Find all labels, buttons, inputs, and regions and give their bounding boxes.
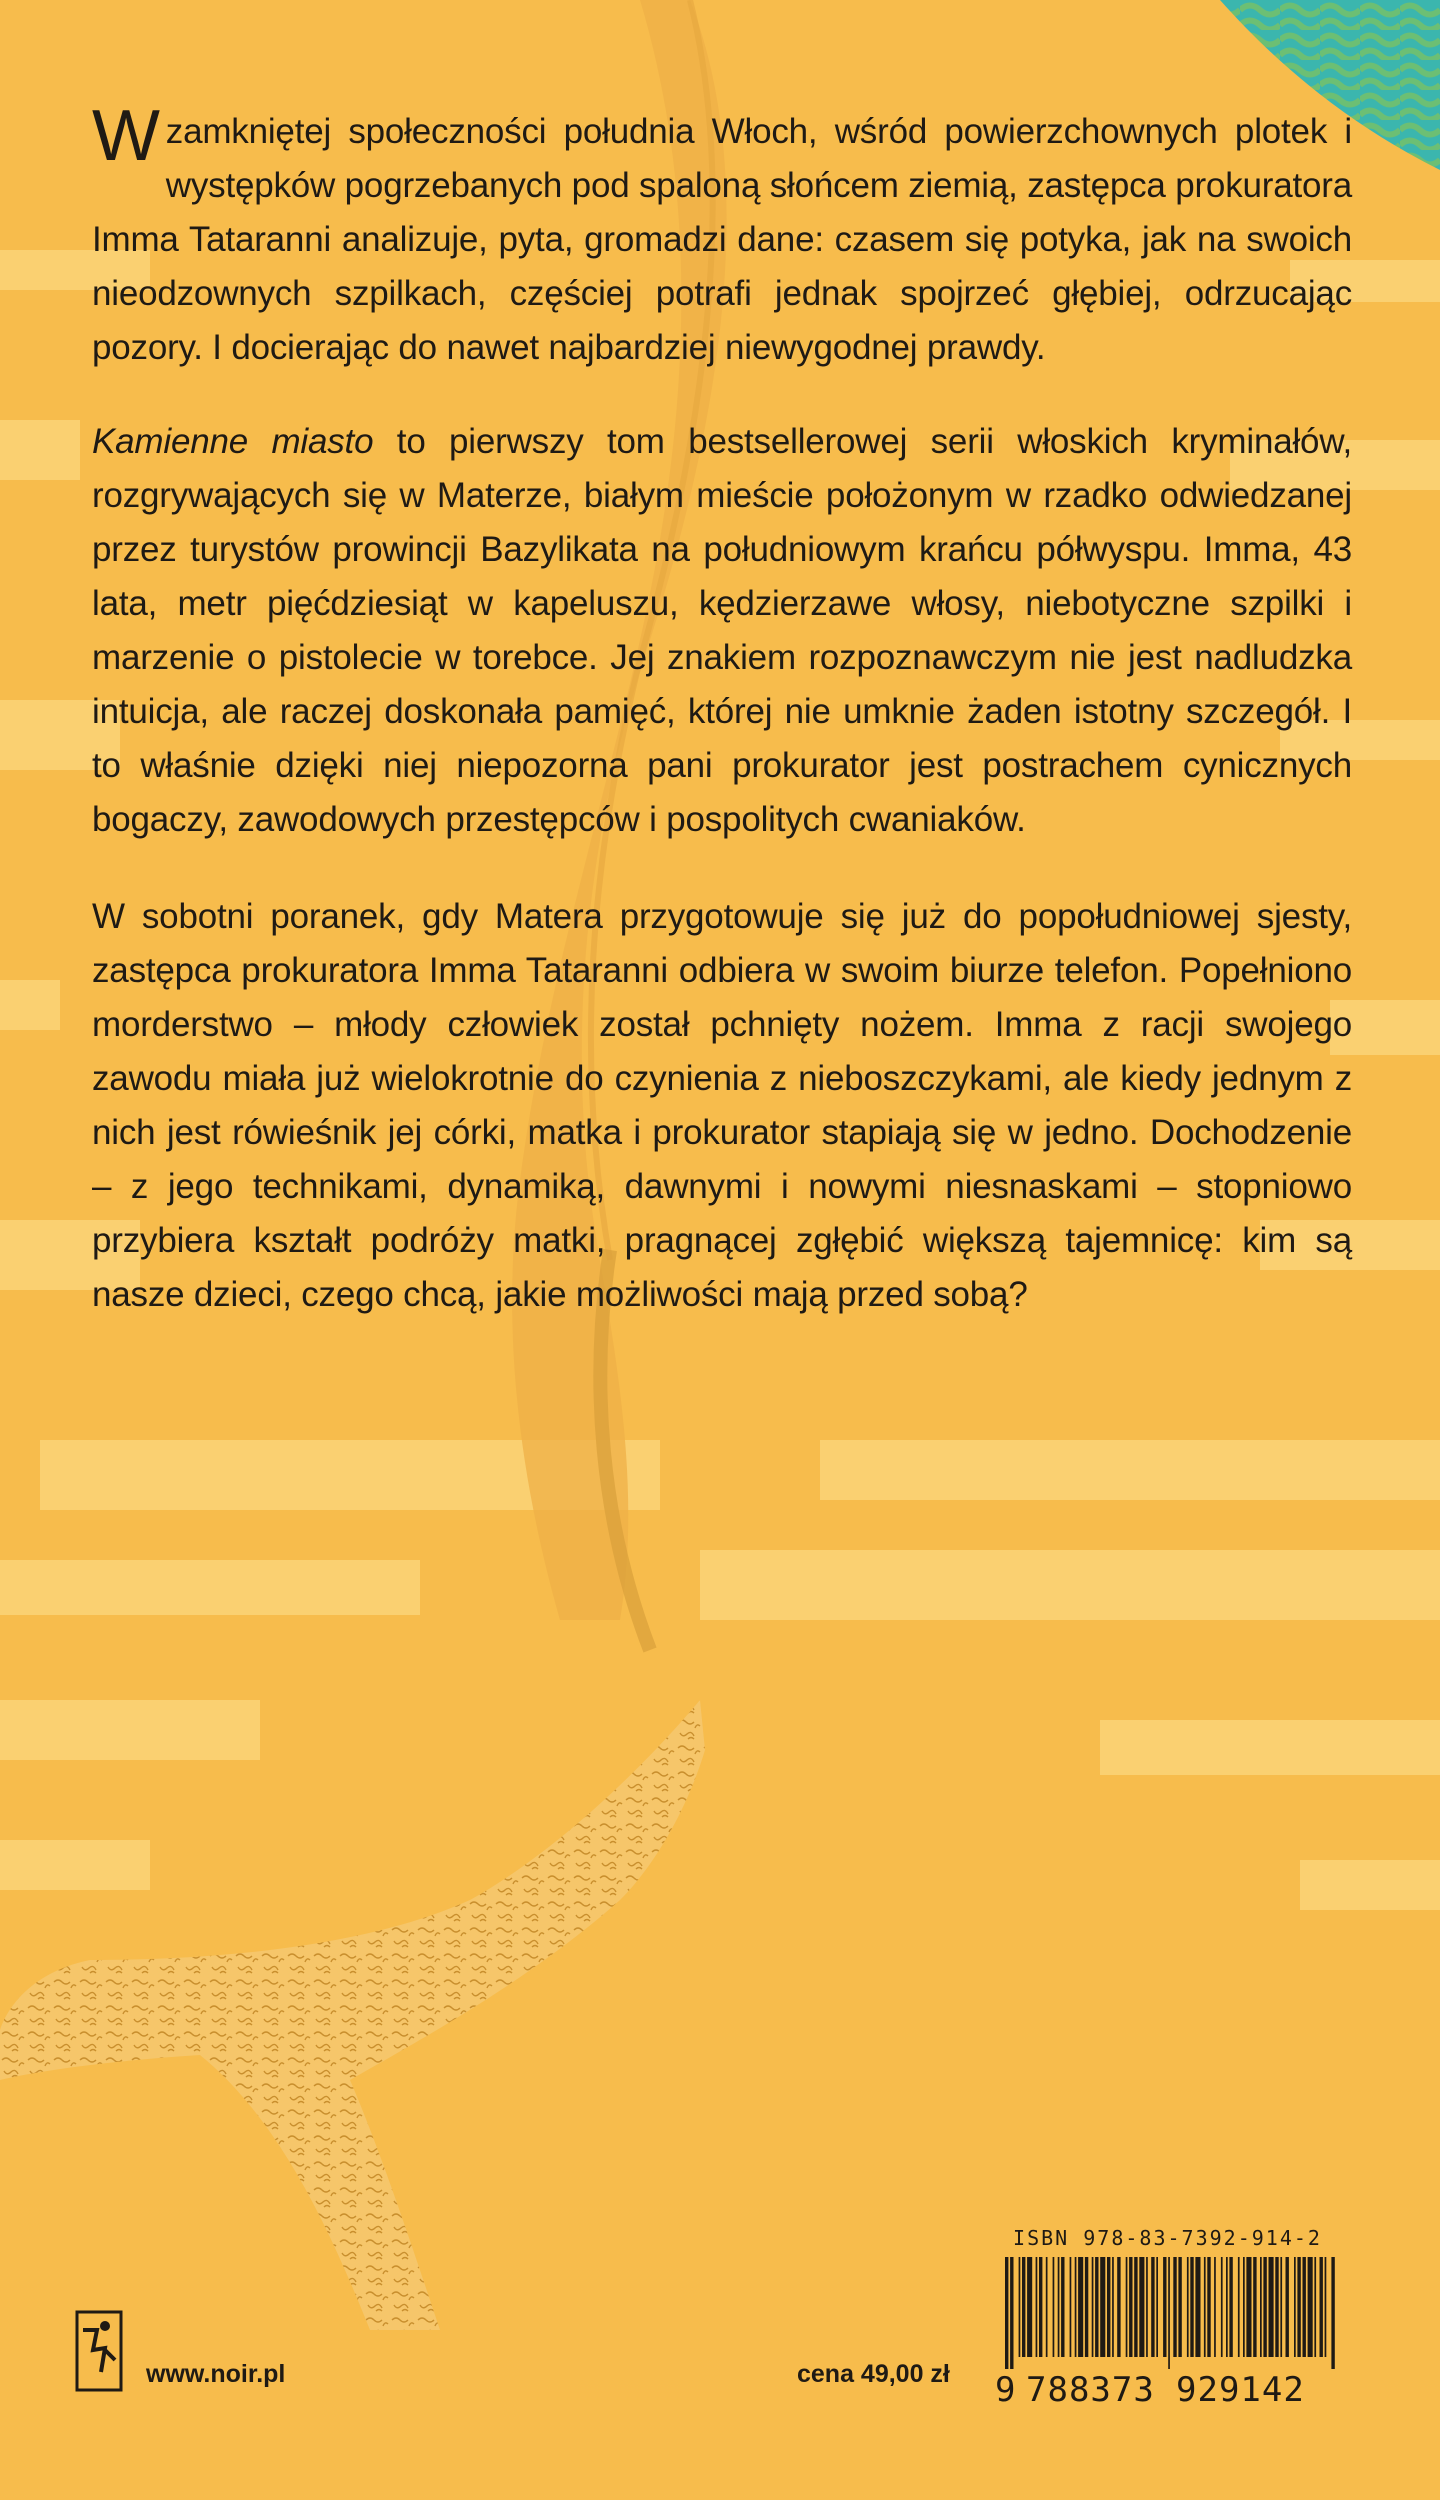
barcode-bar xyxy=(1308,2257,1313,2357)
barcode-bar xyxy=(1187,2257,1189,2357)
barcode-bar xyxy=(1320,2257,1323,2357)
barcode-bar xyxy=(1146,2257,1148,2357)
paragraph-2-text: to pierwszy tom bestsellerowej serii włoskich kryminałów, rozgrywających się w Materze, białym mieście położonym w rzadko odwiedzanej przez turystów prowincji Bazylikata na południowym krańcu półwyspu. Imma, 43 lata, metr pięćdziesiąt w kapeluszu, kędzierzawe włosy, niebotyczne szpilki i marzenie o pistolecie w torebce. Jej znakiem rozpoznawczym nie jest nadludzka intuicja, ale raczej doskonała pamięć, której nie umknie żaden istotny szczegół. I to właśnie dzięki niej niepozorna pani prokurator jest postrachem cynicznych bogaczy, zawodowych przestępców i pospolitych cwaniaków. xyxy=(92,422,1352,839)
barcode-bar xyxy=(1246,2257,1251,2357)
barcode-bar xyxy=(1027,2257,1032,2357)
barcode-bar xyxy=(1275,2257,1278,2357)
barcode-bar xyxy=(1139,2257,1144,2357)
barcode-bar xyxy=(1325,2257,1327,2357)
barcode-bar xyxy=(1253,2257,1256,2357)
barcode-bar xyxy=(1022,2257,1025,2357)
barcode-bar xyxy=(1286,2257,1289,2357)
barcode-group-2: 929142 xyxy=(1176,2370,1305,2410)
blurb-paragraph-3: W sobotni poranek, gdy Matera przygotowuje się już do popołudniowej sjesty, zastępca prokuratora Imma Tataranni odbiera w swoim biurze telefon. Popełniono morderstwo – młody człowiek został pchnięty nożem. Imma z racji swojego zawodu miała już wielokrotnie do czynienia z nieboszczykami, ale kiedy jednym z nich jest rówieśnik jej córki, matka i prokurator stapiają się w jedno. Dochodzenie – z jego technikami, dynamiką, dawnymi i nowymi niesnaskami – stopniowo przybiera kształt podróży matki, pragnącej zgłębić większą tajemnicę: kim są nasze dzieci, czego chcą, jakie możliwości mają przed sobą? xyxy=(92,897,1352,1314)
barcode-bar xyxy=(1019,2257,1021,2357)
barcode-bar xyxy=(1207,2257,1210,2357)
barcode-bar xyxy=(1092,2257,1094,2357)
barcode-bar xyxy=(1036,2257,1038,2357)
noir-publisher-logo-icon xyxy=(75,2310,123,2392)
barcode-bar xyxy=(1314,2257,1316,2357)
barcode-bar xyxy=(1070,2257,1072,2357)
barcode-bar xyxy=(1303,2257,1306,2357)
barcode-bar xyxy=(1280,2257,1282,2357)
barcode-bar xyxy=(1100,2257,1105,2357)
barcode-bar xyxy=(1112,2257,1114,2357)
barcode-bar xyxy=(1168,2257,1170,2369)
barcode-bar xyxy=(1190,2257,1193,2357)
stiletto-shoe xyxy=(0,1700,705,2330)
blurb-paragraph-2 xyxy=(92,415,1352,847)
book-title: Kamienne miasto xyxy=(92,422,374,461)
barcode-bar xyxy=(1095,2257,1098,2357)
barcode-bar xyxy=(1053,2257,1055,2357)
barcode-bar xyxy=(1163,2257,1166,2357)
barcode-bar xyxy=(1226,2257,1228,2357)
barcode-digits xyxy=(995,2370,1340,2410)
barcode-group-1: 788373 xyxy=(1026,2370,1155,2410)
barcode-bar xyxy=(1260,2257,1262,2357)
barcode-bar xyxy=(1297,2257,1300,2357)
barcode-bar xyxy=(1075,2257,1077,2357)
barcode-bar xyxy=(1195,2257,1200,2357)
barcode-bar xyxy=(1151,2257,1154,2357)
barcode-bar xyxy=(1331,2257,1334,2369)
barcode-bar xyxy=(1129,2257,1132,2357)
barcode-bar xyxy=(1243,2257,1245,2357)
barcode-bar xyxy=(1046,2257,1048,2357)
barcode-bar xyxy=(1078,2257,1083,2357)
isbn-barcode-block xyxy=(995,2226,1340,2416)
barcode-bar xyxy=(1134,2257,1137,2357)
barcode-bar xyxy=(1058,2257,1060,2357)
barcode-bar xyxy=(1061,2257,1064,2357)
barcode-bar xyxy=(1238,2257,1240,2357)
barcode-bar xyxy=(1085,2257,1088,2357)
barcode-bar xyxy=(1107,2257,1110,2357)
paragraph-1-text: zamkniętej społeczności południa Włoch, wśród powierzchownych plotek i występków pogrzebanych pod spaloną słońcem ziemią, zastępca prokuratora Imma Tataranni analizuje, pyta, gromadzi dane: czasem się potyka, jak na swoich nieodzownych szpilkach, częściej potrafi jednak spojrzeć głębiej, odrzucając pozory. I docierając do nawet najbardziej niewygodnej prawdy. xyxy=(92,112,1352,367)
barcode-bar xyxy=(1294,2257,1296,2357)
blurb-text xyxy=(92,96,1352,1365)
barcode-bar xyxy=(1173,2257,1176,2357)
barcode-bar xyxy=(1263,2257,1266,2357)
barcode-bar xyxy=(1204,2257,1206,2357)
isbn-label: ISBN 978-83-7392-914-2 xyxy=(1013,2226,1322,2250)
barcode-bar xyxy=(1178,2257,1181,2357)
isbn-barcode-icon xyxy=(1005,2257,1335,2369)
barcode-bar xyxy=(1010,2257,1013,2369)
barcode-bar xyxy=(1214,2257,1216,2357)
barcode-bar xyxy=(1221,2257,1223,2357)
barcode-bar xyxy=(1126,2257,1128,2357)
barcode-bar xyxy=(1156,2257,1158,2357)
barcode-bar xyxy=(1269,2257,1274,2357)
blurb-paragraph-1 xyxy=(92,96,1352,375)
barcode-lead-digit: 9 xyxy=(995,2370,1017,2410)
barcode-bar xyxy=(1229,2257,1232,2357)
barcode-bar xyxy=(1117,2257,1120,2357)
publisher-website: www.noir.pl xyxy=(146,2360,286,2388)
drop-cap: W xyxy=(92,96,160,176)
book-price: cena 49,00 zł xyxy=(797,2360,950,2388)
barcode-bar xyxy=(1005,2257,1008,2369)
barcode-bar xyxy=(1039,2257,1042,2357)
